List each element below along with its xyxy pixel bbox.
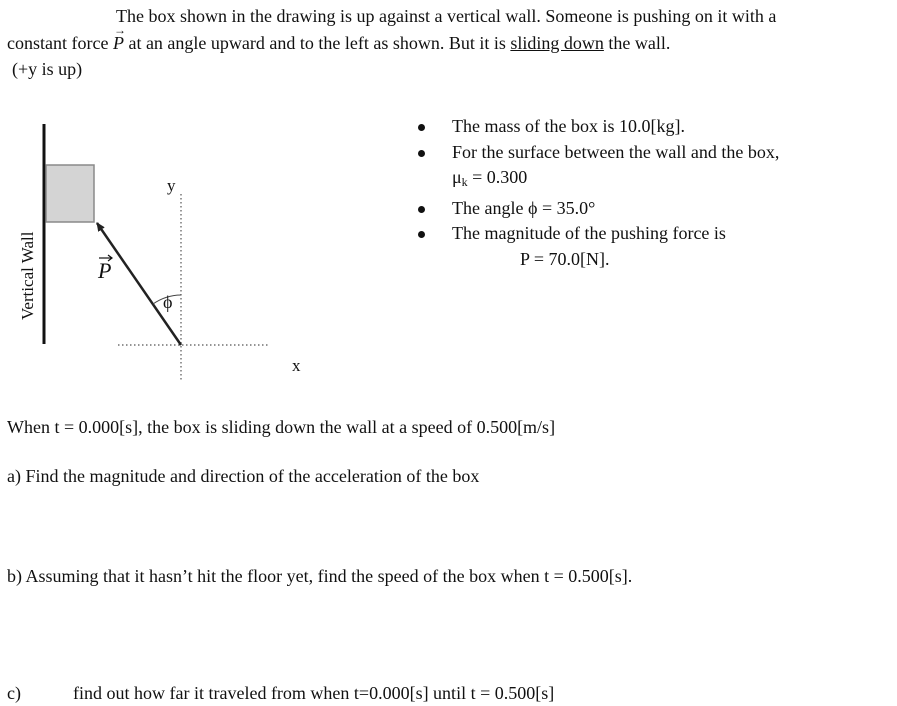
given-angle-text: The angle ϕ = 35.0°: [452, 197, 596, 218]
angle-label: ϕ: [163, 292, 173, 312]
given-friction-value: [418, 165, 779, 196]
force-arrow: [97, 223, 181, 345]
given-friction: [418, 140, 779, 166]
question-b: b) Assuming that it hasn’t hit the floor yet, find the speed of the box when t = 0.500[s].: [7, 566, 633, 586]
given-angle: [418, 196, 779, 222]
given-force: [418, 221, 779, 247]
intro-line-2-middle: at an angle upward and to the left as shown. But it is: [123, 33, 511, 53]
question-c-label: c): [7, 683, 21, 703]
bullet-icon: [418, 206, 425, 213]
given-mass-text: The mass of the box is 10.0[kg].: [452, 116, 685, 136]
box-wall-diagram: [0, 110, 340, 390]
force-label: P: [98, 258, 112, 283]
intro-line-2: [7, 32, 670, 54]
given-friction-text: For the surface between the wall and the box,: [452, 141, 780, 162]
sliding-down-emphasis: sliding down: [510, 33, 604, 53]
mu-subscript: k: [461, 175, 468, 189]
question-a: a) Find the magnitude and direction of the acceleration of the box: [7, 466, 480, 486]
initial-condition: When t = 0.000[s], the box is sliding down the wall at a speed of 0.500[m/s]: [7, 417, 556, 437]
intro-line-3: (+y is up): [12, 59, 83, 79]
question-c: find out how far it traveled from when t=0.000[s] until t = 0.500[s]: [73, 683, 555, 703]
y-axis-label: y: [167, 176, 176, 195]
bullet-icon: [418, 150, 425, 157]
given-force-text: The magnitude of the pushing force is: [452, 223, 726, 243]
given-mass: [418, 114, 779, 140]
force-vector-symbol: → P: [113, 32, 124, 54]
intro-line-2-end: the wall.: [603, 33, 671, 53]
mu-value: = 0.300: [467, 167, 528, 187]
box-shape: [46, 165, 94, 222]
mu-symbol: μ: [452, 167, 462, 187]
intro-line-1: The box shown in the drawing is up against a vertical wall. Someone is pushing on it with a: [116, 6, 777, 26]
bullet-icon: [418, 124, 425, 131]
bullet-icon: [418, 231, 425, 238]
x-axis-label: x: [292, 356, 301, 375]
intro-line-2-start: constant force: [7, 33, 113, 53]
givens-list: [418, 114, 779, 272]
vertical-wall-label: Vertical Wall: [18, 231, 37, 320]
given-force-value: P = 70.0[N].: [520, 248, 610, 269]
